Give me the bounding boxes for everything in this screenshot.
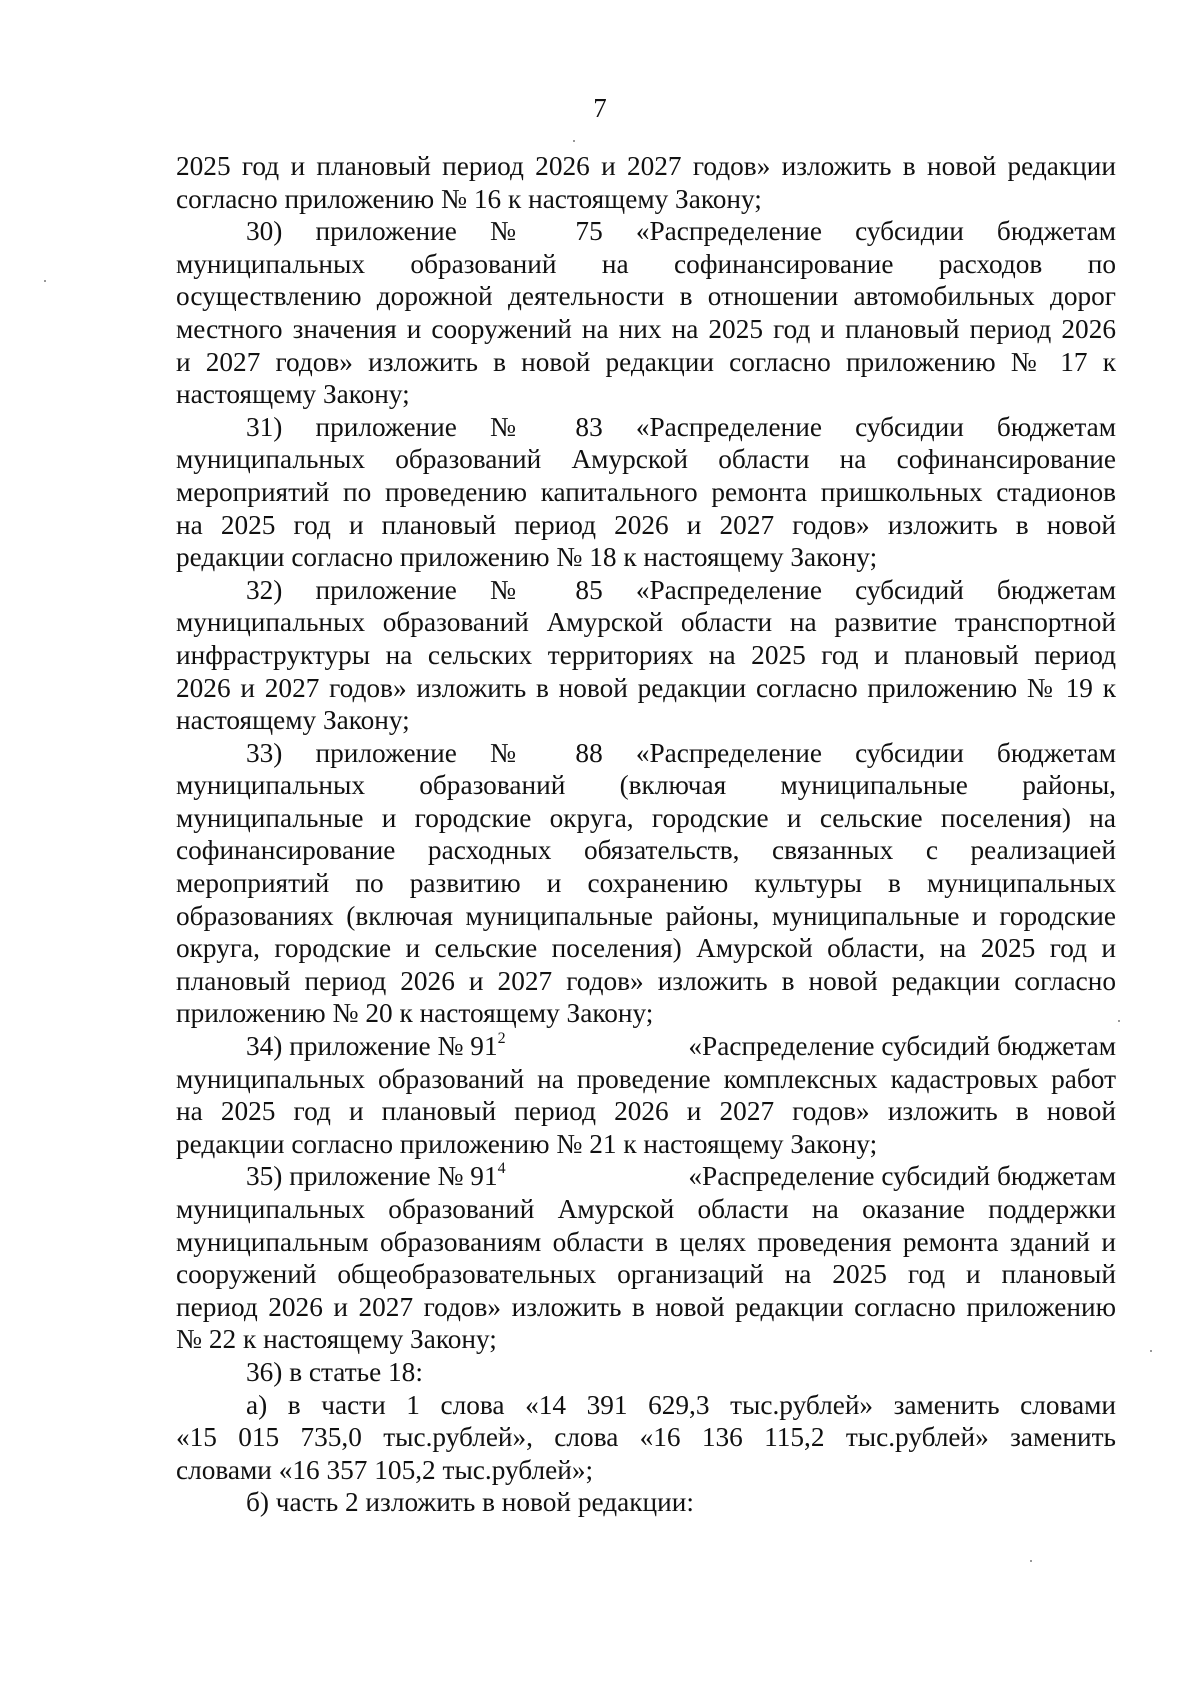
text-line: словами «16 357 105,2 тыс.рублей»; [176, 1454, 594, 1485]
text-line: муниципальные и городские округа, городские и сельские поселения) на [176, 802, 1116, 833]
text-line: округа, городские и сельские поселения) Амурской области, на 2025 год и [176, 933, 1116, 964]
text-fragment: 34) приложение № $91^2$ [246, 1030, 506, 1062]
text-line: софинансирование расходных обязательств, связанных с реализацией [176, 835, 1116, 866]
scan-speck [573, 140, 575, 142]
text-line: № 22 к настоящему Закону; [176, 1324, 497, 1355]
document-body [176, 150, 1116, 1519]
text-line: «15 015 735,0 тыс.рублей», слова «16 136 115,2 тыс.рублей» заменить [176, 1422, 1116, 1453]
superscript: 4 [497, 1160, 506, 1178]
text-line: муниципальных образований на проведение комплексных кадастровых работ [176, 1063, 1116, 1094]
text-line: 2026 и 2027 годов» изложить в новой редакции согласно приложению № 19 к [176, 672, 1116, 703]
text-line: образованиях (включая муниципальные районы, муниципальные и городские [176, 900, 1116, 931]
text-line: муниципальных образований Амурской области на развитие транспортной [176, 607, 1116, 638]
page-number: 7 [593, 93, 607, 123]
text-line: 30) приложение № 75 «Распределение субсидии бюджетам [246, 216, 1116, 247]
text-line: осуществлению дорожной деятельности в отношении автомобильных дорог [176, 281, 1116, 312]
text-line: редакции согласно приложению № 21 к настоящему Закону; [176, 1128, 878, 1159]
text-line-with-superscript [176, 1160, 1116, 1193]
scan-speck [1150, 1350, 1152, 1352]
text-line: 33) приложение № 88 «Распределение субсидии бюджетам [246, 737, 1116, 768]
text-fragment: «Распределение субсидий бюджетам [688, 1161, 1116, 1192]
scan-speck [1118, 1020, 1120, 1022]
text-line: инфраструктуры на сельских территориях на 2025 год и плановый период [176, 639, 1116, 670]
text-line: сооружений общеобразовательных организаций на 2025 год и плановый [176, 1259, 1116, 1290]
text-line: 2025 год и плановый период 2026 и 2027 годов» изложить в новой редакции [176, 151, 1116, 181]
text-line: приложению № 20 к настоящему Закону; [176, 998, 654, 1029]
text-line: б) часть 2 изложить в новой редакции: [246, 1487, 694, 1518]
text-fragment: 35) приложение № $91^4$ [246, 1160, 506, 1192]
text-line: на 2025 год и плановый период 2026 и 2027 годов» изложить в новой [176, 509, 1116, 540]
text-line: мероприятий по развитию и сохранению культуры в муниципальных [176, 868, 1116, 899]
text-line: 31) приложение № 83 «Распределение субсидии бюджетам [246, 411, 1116, 442]
text-line: 32) приложение № 85 «Распределение субсидий бюджетам [246, 574, 1116, 605]
scan-speck [1030, 1560, 1032, 1562]
text-line: мероприятий по проведению капитального ремонта пришкольных стадионов [176, 476, 1116, 507]
text-line: настоящему Закону; [176, 379, 410, 410]
text-line: местного значения и сооружений на них на 2025 год и плановый период 2026 [176, 313, 1116, 344]
text-line: настоящему Закону; [176, 705, 410, 736]
text-line: муниципальных образований Амурской области на софинансирование [176, 444, 1116, 475]
text-line: муниципальных образований на софинансирование расходов по [176, 248, 1116, 279]
text-line: плановый период 2026 и 2027 годов» изложить в новой редакции согласно [176, 965, 1116, 996]
text-line: муниципальных образований Амурской области на оказание поддержки [176, 1194, 1116, 1224]
text-line: период 2026 и 2027 годов» изложить в новой редакции согласно приложению [176, 1291, 1116, 1322]
text-line: и 2027 годов» изложить в новой редакции согласно приложению № 17 к [176, 346, 1116, 377]
text-line: на 2025 год и плановый период 2026 и 2027 годов» изложить в новой [176, 1096, 1116, 1127]
text-line: муниципальным образованиям области в целях проведения ремонта зданий и [176, 1226, 1116, 1257]
superscript: 2 [497, 1030, 506, 1048]
text-line: а) в части 1 слова «14 391 629,3 тыс.рублей» заменить словами [246, 1389, 1116, 1420]
text-line-with-superscript [176, 1030, 1116, 1063]
text-line: 36) в статье 18: [246, 1356, 423, 1387]
text-line: редакции согласно приложению № 18 к настоящему Закону; [176, 542, 878, 573]
text-line: муниципальных образований (включая муниципальные районы, [176, 770, 1116, 801]
text-line: согласно приложению № 16 к настоящему Закону; [176, 183, 762, 214]
scan-speck [44, 280, 46, 282]
text-fragment: «Распределение субсидий бюджетам [688, 1031, 1116, 1062]
